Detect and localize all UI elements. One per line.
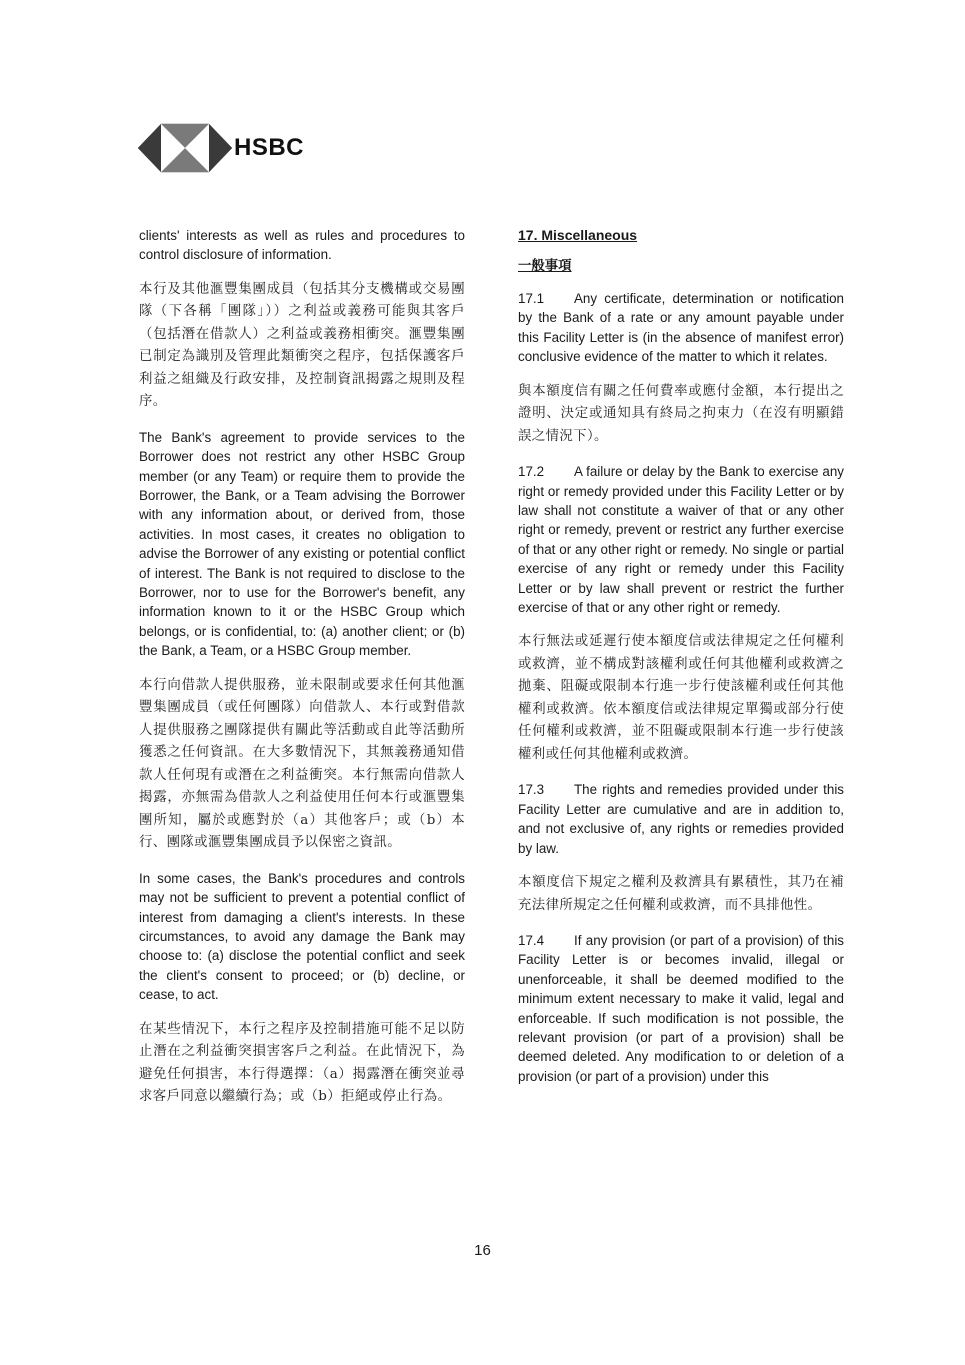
paragraph-zh: 在某些情況下，本行之程序及控制措施可能不足以防止潛在之利益衝突損害客戶之利益。在此情況下，為避免任何損害，本行得選擇：（a）揭露潛在衝突並尋求客戶同意以繼續行為；或（b）拒絕或停止行為。 [139, 1021, 465, 1105]
clause-17-3 [518, 780, 844, 858]
clause-17-1-zh: 與本額度信有關之任何費率或應付金額，本行提出之證明、決定或通知具有終局之拘束力（在沒有明顯錯誤之情況下）。 [518, 383, 844, 444]
clause-text: A failure or delay by the Bank to exercise any right or remedy provided under this Facility Letter or by law shall not constitute a waiver of that or any other right or remedy, prevent or restrict any further exercise of that or any other right or remedy. No single or partial exercise of any right or remedy under this Facility Letter or by law shall prevent or restrict the further exercise of that or any other right or remedy. [518, 464, 844, 615]
left-column [139, 226, 465, 1123]
hsbc-logo [138, 122, 304, 174]
logo-wordmark: HSBC [234, 134, 305, 161]
paragraph: The Bank's agreement to provide services to the Borrower does not restrict any other HSBC Group member (or any Team) or require them to provide the Borrower, the Bank, or a Team advising the Borrower with any information about, or derived from, those activities. In most cases, it creates no obligation to advise the Borrower of any existing or potential conflict of interest. The Bank is not required to disclose to the Borrower, nor to use for the Borrower's benefit, any information known to it or the HSBC Group which belongs, or is confidential, to: (a) another client; or (b) the Bank, a Team, or a HSBC Group member. [139, 429, 465, 659]
section-heading: 17. Miscellaneous [518, 227, 638, 243]
clause-text: Any certificate, determination or notification by the Bank of a rate or any amount payable under this Facility Letter is (in the absence of manifest error) conclusive evidence of the matter to which it relates. [518, 291, 844, 365]
paragraph-zh: 本行向借款人提供服務，並未限制或要求任何其他滙豐集團成員（或任何團隊）向借款人、本行或對借款人提供服務之團隊提供有關此等活動或自此等活動所獲悉之任何資訊。在大多數情況下，其無義務通知借款人任何現有或潛在之利益衝突。本行無需向借款人揭露，亦無需為借款人之利益使用任何本行或滙豐集團所知，屬於或應對於（a）其他客戶；或（b）本行、團隊或滙豐集團成員予以保密之資訊。 [139, 677, 465, 851]
clause-number: 17.3 [518, 782, 545, 798]
paragraph: In some cases, the Bank's procedures and controls may not be sufficient to prevent a potential conflict of interest from damaging a client's interests. In these circumstances, to avoid any damage the Bank may choose to: (a) disclose the potential conflict and seek the client's consent to proceed; or (b) decline, or cease, to act. [139, 870, 465, 1003]
page-number: 16 [474, 1242, 491, 1259]
hsbc-hexagon-icon [138, 122, 232, 174]
clause-number: 17.2 [518, 464, 545, 480]
section-heading-zh: 一般事項 [518, 258, 572, 274]
right-column [518, 226, 844, 1100]
clause-17-1 [518, 289, 844, 367]
clause-text: If any provision (or part of a provision) of this Facility Letter is or becomes invalid, illegal or unenforceable, it shall be deemed modified to the minimum extent necessary to make it valid, legal and enforceable. If such modification is not possible, the relevant provision (or part of a provision) shall be deemed deleted. Any modification to or deletion of a provision (or part of a provision) under this [518, 933, 844, 1084]
clause-17-4 [518, 931, 844, 1086]
clause-text: The rights and remedies provided under this Facility Letter are cumulative and are in addition to, and not exclusive of, any rights or remedies provided by law. [518, 782, 844, 856]
paragraph: clients' interests as well as rules and procedures to control disclosure of information. [139, 228, 465, 263]
paragraph-zh: 本行及其他滙豐集團成員（包括其分支機構或交易團隊（下各稱「團隊」））之利益或義務可能與其客戶（包括潛在借款人）之利益或義務相衝突。滙豐集團已制定為識別及管理此類衝突之程序，包括保護客戶利益之組織及行政安排，及控制資訊揭露之規則及程序。 [139, 281, 465, 410]
clause-17-2 [518, 462, 844, 617]
clause-number: 17.4 [518, 933, 545, 948]
clause-17-2-zh: 本行無法或延遲行使本額度信或法律規定之任何權利或救濟，並不構成對該權利或任何其他權利或救濟之拋棄、阻礙或限制本行進一步行使該權利或任何其他權利或救濟。依本額度信或法律規定單獨或部分行使任何權利或救濟，並不阻礙或限制本行進一步行使該權利或任何其他權利或救濟。 [518, 634, 844, 762]
clause-number: 17.1 [518, 291, 545, 306]
clause-17-3-zh: 本額度信下規定之權利及救濟具有累積性，其乃在補充法律所規定之任何權利或救濟，而不具排他性。 [518, 875, 844, 913]
